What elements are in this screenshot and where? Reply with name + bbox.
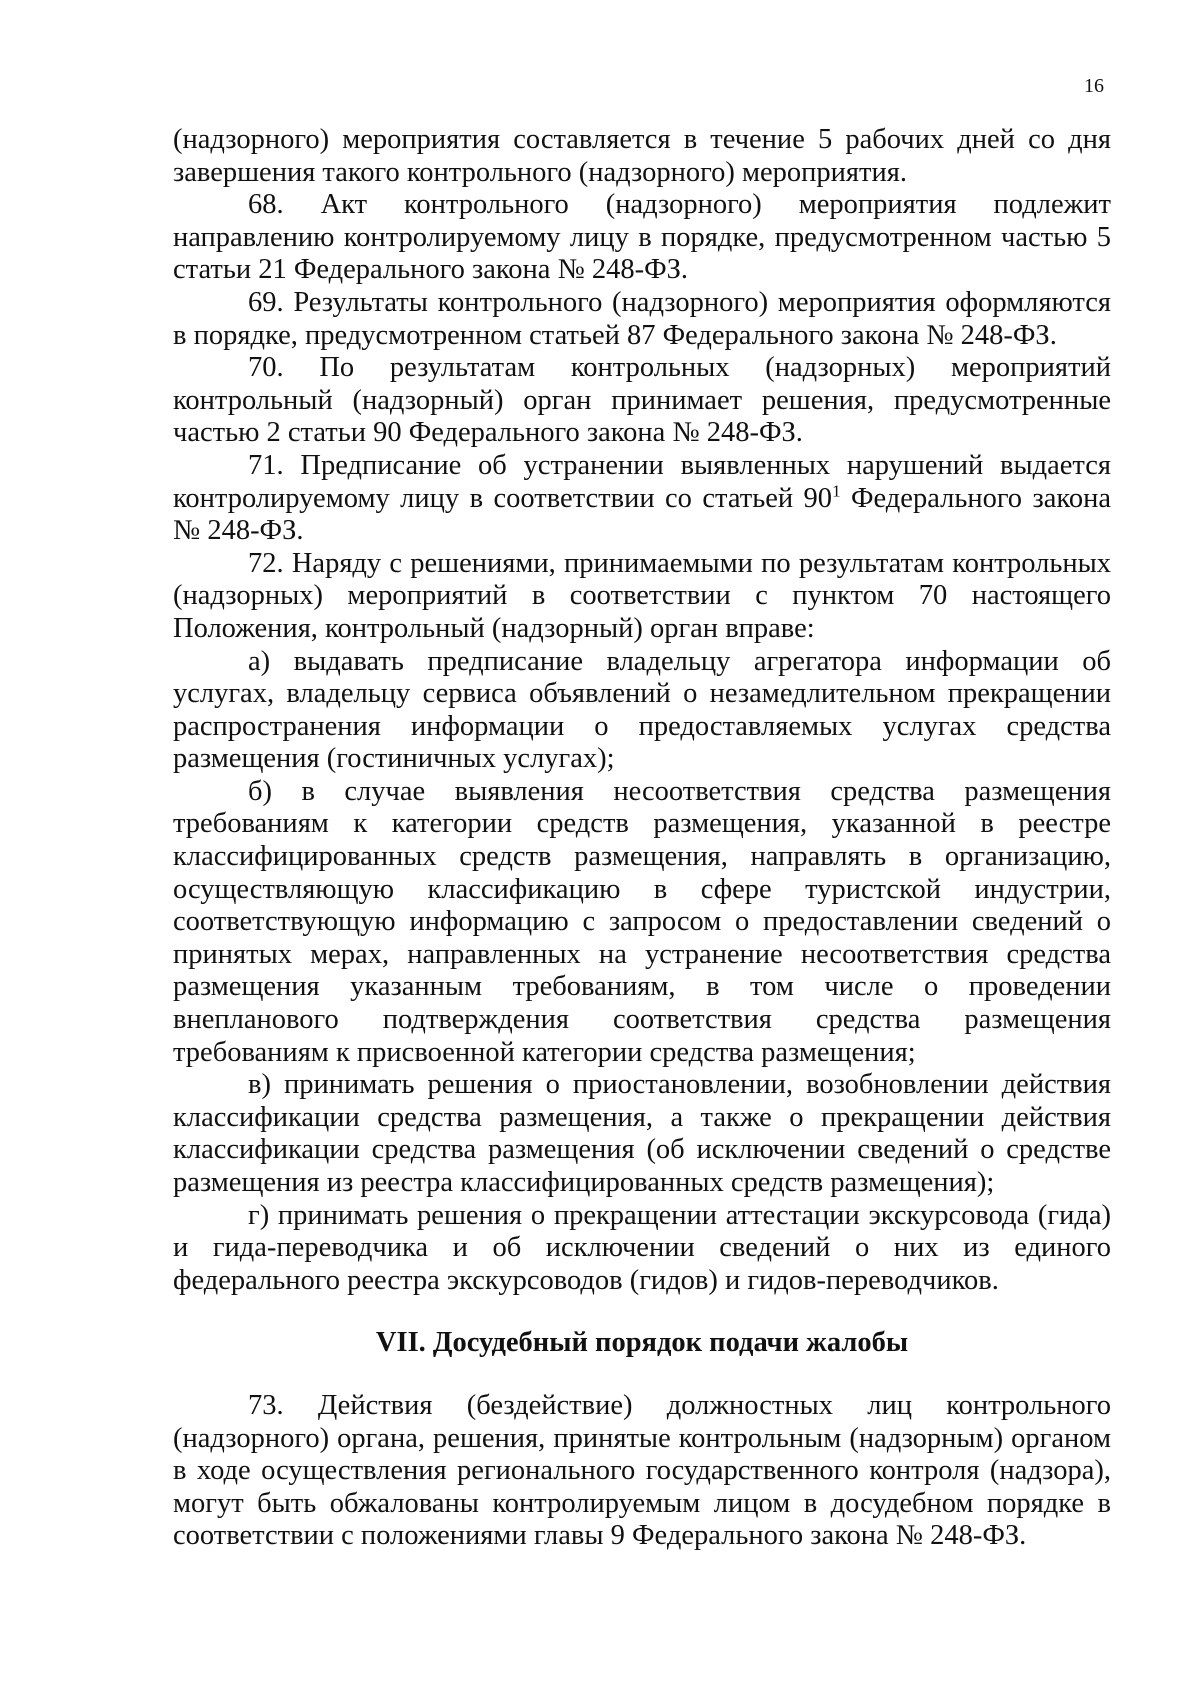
paragraph-68: 68. Акт контрольного (надзорного) мероприятия подлежит направлению контролируемому лицу в порядке, предусмотренном частью 5 статьи 21 Федерального закона № 248-ФЗ.: [173, 189, 1111, 286]
paragraph-71-text-end: Федерального закона № 248-ФЗ.: [173, 482, 1111, 547]
paragraph-73: 73. Действия (бездействие) должностных лиц контрольного (надзорного) органа, решения, принятые контрольным (надзорным) органом в ходе осуществления регионального государственного контроля (надзора), могут быть обжалованы контролируемым лицом в досудебном порядке в соответствии с положениями главы 9 Федерального закона № 248-ФЗ.: [173, 1389, 1111, 1552]
paragraph-continuation: (надзорного) мероприятия составляется в течение 5 рабочих дней со дня завершения такого контрольного (надзорного) мероприятия.: [173, 124, 1111, 188]
subitem-b: б) в случае выявления несоответствия средства размещения требованиям к категории средств размещения, указанной в реестре классифицированных средств размещения, направлять в организацию, осуществляющую классификацию в сфере туристской индустрии, соответствующую информацию с запросом о предоставлении сведений о принятых мерах, направленных на устранение несоответствия средства размещения указанным требованиям, в том числе о проведении внепланового подтверждения соответствия средства размещения требованиям к присвоенной категории средства размещения;: [173, 775, 1111, 1068]
subitem-v: в) принимать решения о приостановлении, возобновлении действия классификации средства размещения, а также о прекращении действия классификации средства размещения (об исключении сведений о средстве размещения из реестра классифицированных средств размещения);: [173, 1069, 1111, 1198]
paragraph-71-text: 71. Предписание об устранении выявленных нарушений выдается контролируемому лицу в соответствии со статьей 90: [173, 449, 1111, 514]
paragraph-72: 72. Наряду с решениями, принимаемыми по результатам контрольных (надзорных) мероприятий в соответствии с пунктом 70 настоящего Положения, контрольный (надзорный) орган вправе:: [173, 547, 1111, 644]
paragraph-70: 70. По результатам контрольных (надзорных) мероприятий контрольный (надзорный) орган принимает решения, предусмотренные частью 2 статьи 90 Федерального закона № 248-ФЗ.: [173, 352, 1111, 449]
paragraph-71: [173, 450, 1111, 548]
subitem-a: а) выдавать предписание владельцу агрегатора информации об услугах, владельцу сервиса объявлений о незамедлительном прекращении распространения информации о предоставляемых услугах средства размещения (гостиничных услугах);: [173, 645, 1111, 775]
section-title: VII. Досудебный порядок подачи жалобы: [375, 1327, 909, 1359]
page-number: 16: [1084, 75, 1104, 97]
subitem-g: г) принимать решения о прекращении аттестации экскурсовода (гида) и гида-переводчика и об исключении сведений о них из единого федерального реестра экскурсоводов (гидов) и гидов-переводчиков.: [173, 1199, 1111, 1296]
document-body: [173, 124, 1111, 1553]
paragraph-69: 69. Результаты контрольного (надзорного) мероприятия оформляются в порядке, предусмотренном статьей 87 Федерального закона № 248-ФЗ.: [173, 286, 1111, 351]
superscript-marker: 1: [832, 481, 841, 501]
